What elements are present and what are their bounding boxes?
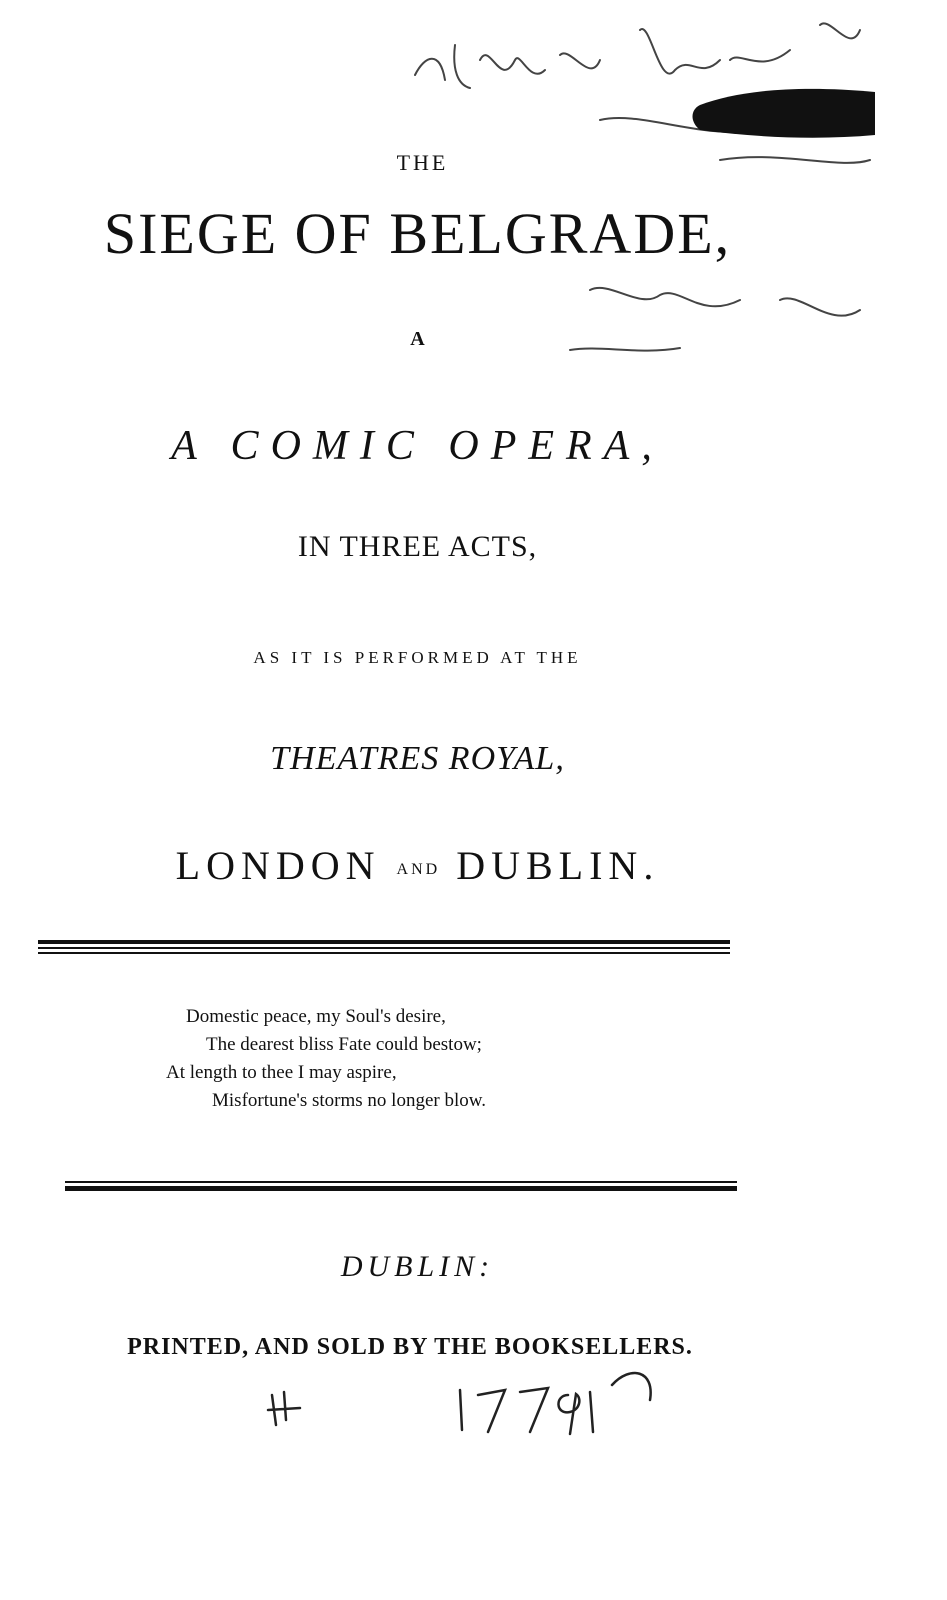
handwritten-signature: [415, 23, 870, 350]
imprint-place: DUBLIN:: [340, 1250, 495, 1283]
epigraph-line: The dearest bliss Fate could bestow;: [206, 1034, 482, 1055]
title-connector: A: [410, 328, 425, 350]
handwritten-date: [268, 1373, 651, 1434]
city-dublin: DUBLIN.: [456, 843, 660, 888]
acts-line: IN THREE ACTS,: [297, 530, 538, 563]
subtitle: A COMIC OPERA,: [171, 423, 664, 469]
cities-line: [0, 842, 835, 889]
divider-rule-top-thin-2: [38, 952, 730, 954]
epigraph-line: Domestic peace, my Soul's desire,: [186, 1006, 446, 1027]
theatres-line: THEATRES ROYAL,: [270, 740, 565, 777]
imprint-printer: PRINTED, AND SOLD BY THE BOOKSELLERS.: [127, 1334, 693, 1360]
epigraph-line: Misfortune's storms no longer blow.: [212, 1090, 486, 1111]
title-article: THE: [396, 150, 449, 175]
ink-blot: [693, 89, 876, 138]
performed-line: AS IT IS PERFORMED AT THE: [253, 648, 582, 667]
city-and: AND: [396, 860, 441, 878]
divider-rule-top: [38, 940, 730, 944]
epigraph-line: At length to thee I may aspire,: [166, 1062, 397, 1083]
city-london: LONDON: [175, 843, 381, 888]
main-title: SIEGE OF BELGRADE,: [103, 201, 732, 266]
divider-rule-top-thin: [38, 947, 730, 949]
divider-rule-bottom-thin: [65, 1181, 737, 1183]
divider-rule-bottom: [65, 1186, 737, 1191]
